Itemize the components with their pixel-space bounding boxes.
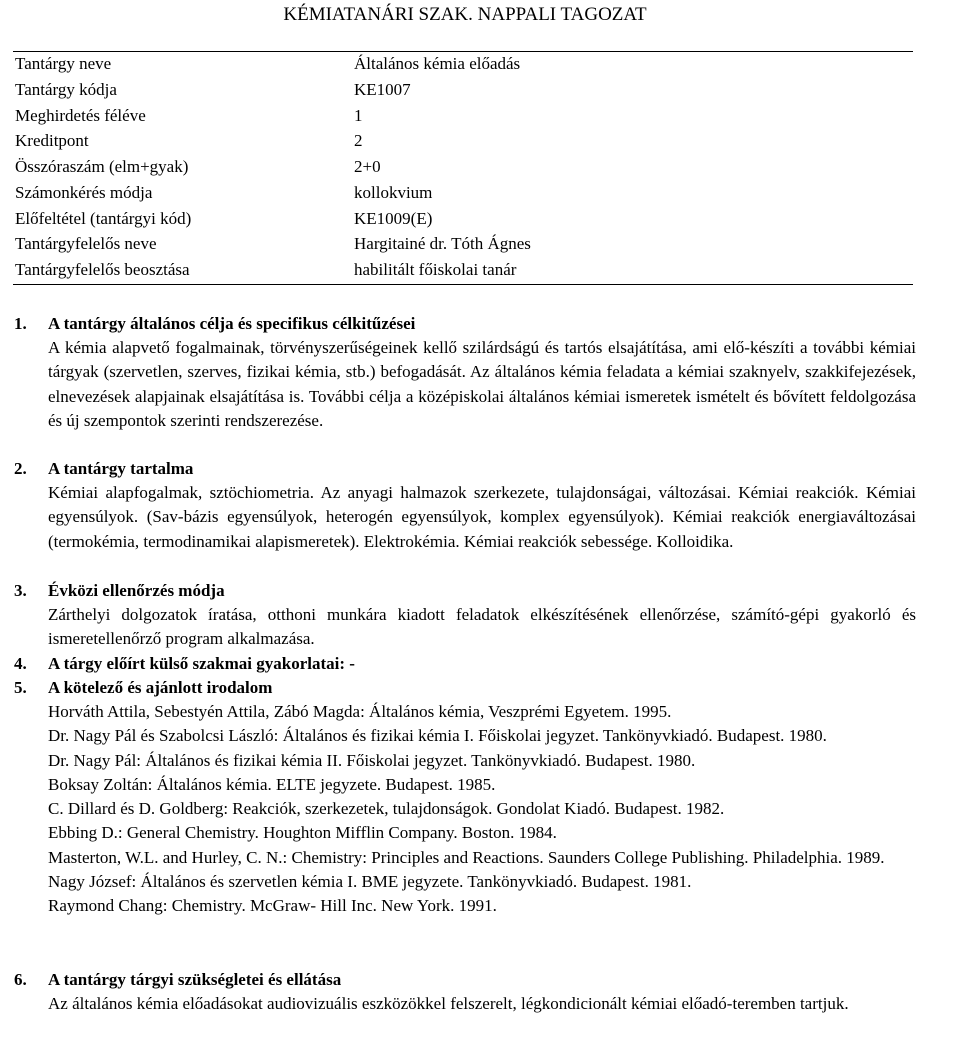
- section-number: 2.: [14, 459, 27, 478]
- section-title: A tantárgy általános célja és specifikus célkitűzései: [48, 314, 416, 333]
- section-1-heading: [14, 312, 415, 336]
- info-value: habilitált főiskolai tanár: [340, 258, 913, 284]
- info-label: Tantárgyfelelős neve: [15, 234, 157, 254]
- section-6-text: [48, 992, 916, 1016]
- section-number: 6.: [14, 970, 27, 989]
- literature-list: [48, 700, 916, 919]
- section-4-heading: [14, 652, 355, 676]
- section-title: Évközi ellenőrzés módja: [48, 581, 225, 600]
- literature-item: Nagy József: Általános és szervetlen kémia I. BME jegyzete. Tankönyvkiadó. Budapest. 1981.: [48, 872, 692, 892]
- info-value: KE1009(E): [354, 208, 433, 228]
- info-row: [13, 258, 913, 284]
- literature-item: Dr. Nagy Pál és Szabolcsi László: Általános és fizikai kémia I. Főiskolai jegyzet. Tankönyvkiadó. Budapest. 1980.: [48, 726, 827, 746]
- literature-item: Horváth Attila, Sebestyén Attila, Zábó Magda: Általános kémia, Veszprémi Egyetem. 1995.: [48, 702, 672, 721]
- section-5-heading: [14, 676, 272, 700]
- paragraph: Kémiai alapfogalmak, sztöchiometria. Az anyagi halmazok szerkezete, tulajdonságai, változásai. Kémiai reakciók. Kémiai egyensúlyok. (Sav-bázis egyensúlyok, heterogén egyensúlyok, komplex egyensúlyok). Kémiai reakciók energiaváltozásai (termokémia, termodinamikai alapismeretek). Elektrokémia. Kémiai reakciók sebessége. Kolloidika.: [48, 483, 916, 551]
- info-value: Hargitainé dr. Tóth Ágnes: [354, 234, 531, 254]
- literature-item: Masterton, W.L. and Hurley, C. N.: Chemistry: Principles and Reactions. Saunders College Publishing. Philadelphia. 1989.: [48, 847, 885, 867]
- info-row: [13, 104, 913, 130]
- info-row: [13, 232, 913, 258]
- section-3-text: [48, 603, 916, 652]
- literature-item: Ebbing D.: General Chemistry. Houghton Mifflin Company. Boston. 1984.: [48, 823, 557, 843]
- info-row: [13, 52, 913, 78]
- section-number: 5.: [14, 678, 27, 697]
- literature-item: C. Dillard és D. Goldberg: Reakciók, szerkezetek, tulajdonságok. Gondolat Kiadó. Budapest. 1982.: [48, 799, 725, 819]
- section-2-text: [48, 481, 916, 554]
- info-value: kollokvium: [354, 182, 433, 202]
- literature-item: Dr. Nagy Pál: Általános és fizikai kémia II. Főiskolai jegyzet. Tankönyvkiadó. Budapest. 1980.: [48, 750, 696, 770]
- section-title: A tantárgy tárgyi szükségletei és ellátása: [48, 970, 342, 989]
- section-number: 3.: [14, 581, 27, 600]
- section-3-heading: [14, 579, 225, 603]
- info-label: Tantárgy kódja: [15, 79, 117, 99]
- paragraph: A kémia alapvető fogalmainak, törvényszerűségeinek kellő szilárdságú és tartós elsajátítása, ami elő-készíti a további kémiai tárgyak (szervetlen, szerves, fizikai kémia, stb.) befogadását. Az általános kémia feladata a kémiai szaknyelv, szakkifejezések, elnevezések alapjainak elsajátítása is. További célja a középiskolai általános kémiai ismeretek ismételt és bővített feldolgozása és új szempontok szerinti rendszerezése.: [48, 338, 916, 430]
- info-value: 2: [354, 131, 363, 151]
- info-value: 1: [354, 105, 363, 125]
- section-title: A kötelező és ajánlott irodalom: [48, 678, 273, 697]
- paragraph: Zárthelyi dolgozatok íratása, otthoni munkára kiadott feladatok elkészítésének ellenőrzése, számító-gépi gyakorló és ismeretellenőrző program alkalmazása.: [48, 605, 916, 649]
- info-label: Számonkérés módja: [15, 182, 153, 202]
- info-label: Tantárgyfelelős beosztása: [13, 258, 340, 284]
- info-label: Kreditpont: [15, 131, 89, 151]
- info-row: [13, 181, 913, 207]
- paragraph: Az általános kémia előadásokat audiovizuális eszközökkel felszerelt, légkondicionált kémiai előadó-teremben tartjuk.: [48, 994, 849, 1013]
- section-title: A tantárgy tartalma: [48, 459, 194, 478]
- literature-item: Raymond Chang: Chemistry. McGraw- Hill Inc. New York. 1991.: [48, 896, 497, 916]
- info-label: Meghirdetés féléve: [15, 105, 146, 125]
- info-label: Tantárgy neve: [13, 52, 340, 78]
- section-title: A tárgy előírt külső szakmai gyakorlatai: -: [48, 654, 355, 673]
- section-6-heading: [14, 968, 341, 992]
- section-1-text: [48, 336, 916, 433]
- section-2-heading: [14, 457, 193, 481]
- info-row: [13, 78, 913, 104]
- document-header: KÉMIATANÁRI SZAK. NAPPALI TAGOZAT: [283, 4, 647, 25]
- literature-item: Boksay Zoltán: Általános kémia. ELTE jegyzete. Budapest. 1985.: [48, 774, 496, 794]
- info-value: 2+0: [354, 157, 381, 176]
- course-info-table: [13, 51, 913, 285]
- info-label: Összóraszám (elm+gyak): [15, 157, 189, 176]
- info-row: [13, 129, 913, 155]
- info-row: [13, 207, 913, 233]
- section-number: 1.: [14, 314, 27, 333]
- info-label: Előfeltétel (tantárgyi kód): [15, 208, 192, 228]
- info-value: KE1007: [354, 79, 411, 99]
- section-number: 4.: [14, 654, 27, 673]
- info-value: Általános kémia előadás: [340, 52, 913, 78]
- info-row: [13, 155, 913, 181]
